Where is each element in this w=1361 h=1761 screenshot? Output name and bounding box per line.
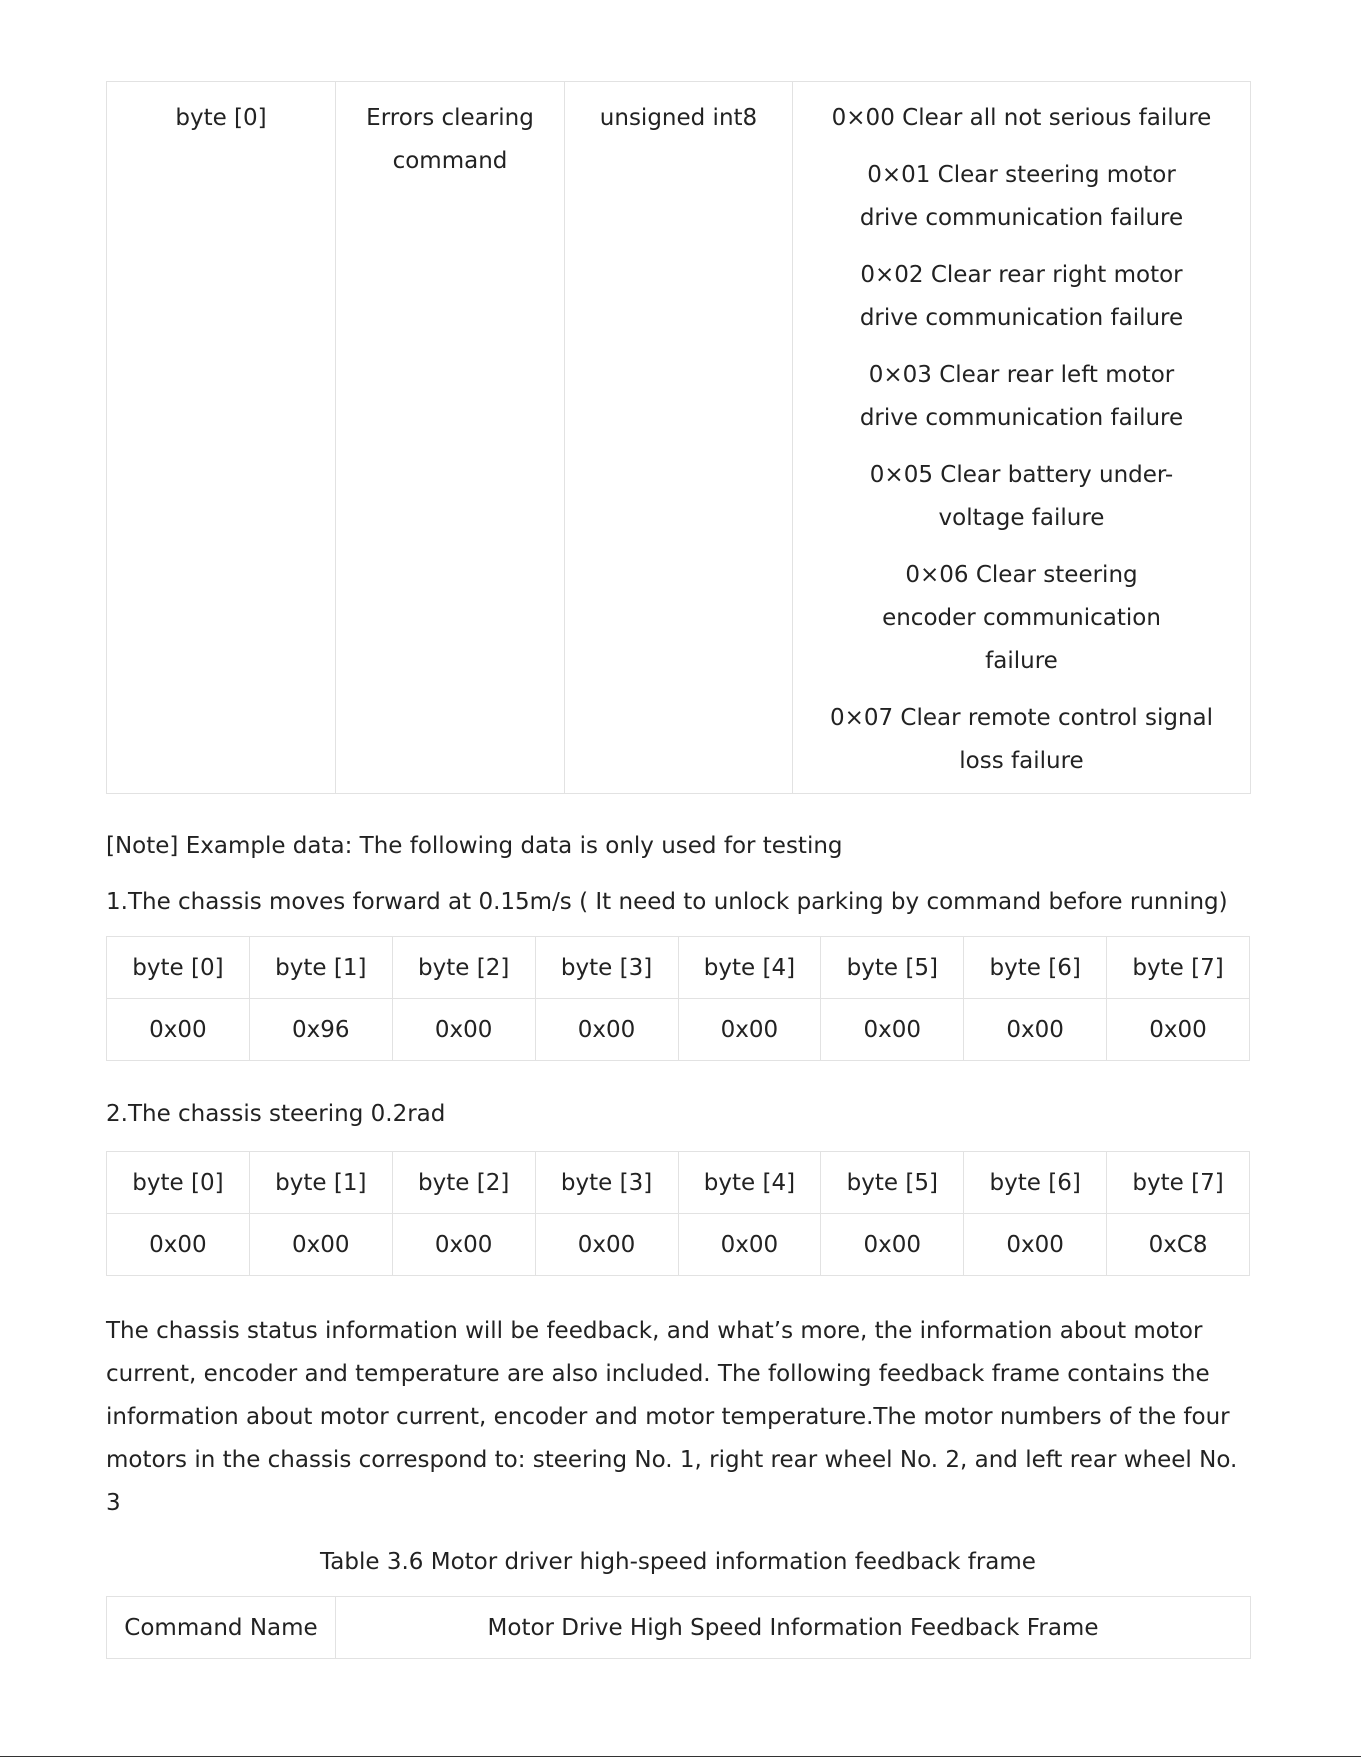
table-header-cell: byte [2] bbox=[392, 1152, 535, 1214]
table-header-cell: byte [4] bbox=[678, 937, 821, 999]
table-cell: 0x00 bbox=[107, 999, 250, 1061]
table-header-cell: byte [6] bbox=[964, 1152, 1107, 1214]
name-cell bbox=[336, 82, 565, 794]
command-table bbox=[106, 1596, 1251, 1659]
value-item: 0×01 Clear steering motor drive communication failure bbox=[859, 162, 1184, 231]
example2-table bbox=[106, 1151, 1250, 1276]
byte-cell: byte [0] bbox=[107, 82, 336, 794]
table-cell: 0x00 bbox=[964, 999, 1107, 1061]
table-cell: 0x00 bbox=[678, 1214, 821, 1276]
table-cell: 0x00 bbox=[821, 999, 964, 1061]
table-row bbox=[107, 937, 1250, 999]
table-row bbox=[107, 1152, 1250, 1214]
type-cell: unsigned int8 bbox=[565, 82, 793, 794]
table-cell: 0x00 bbox=[535, 999, 678, 1061]
table-header-cell: byte [0] bbox=[107, 1152, 250, 1214]
feedback-paragraph: The chassis status information will be feedback, and what’s more, the information about motor current, encoder and temperature are also included. The following feedback frame contains the information about motor current, encoder and motor temperature.The motor numbers of the four motors in the chassis correspond to: steering No. 1, right rear wheel No. 2, and left rear wheel No. 3 bbox=[106, 1318, 1238, 1516]
value-item: 0×06 Clear steering encoder communication failure bbox=[882, 562, 1161, 674]
table-cell: 0x00 bbox=[1107, 999, 1250, 1061]
table-row bbox=[107, 1597, 1251, 1659]
table-header-cell: byte [5] bbox=[821, 937, 964, 999]
table-row bbox=[107, 1214, 1250, 1276]
table-cell: 0x96 bbox=[249, 999, 392, 1061]
command-name: Errors clearing command bbox=[366, 105, 534, 174]
command-label-cell: Command Name bbox=[107, 1597, 336, 1659]
table-header-cell: byte [2] bbox=[392, 937, 535, 999]
value-item: 0×00 Clear all not serious failure bbox=[831, 105, 1212, 131]
table-header-cell: byte [7] bbox=[1107, 937, 1250, 999]
error-clear-table bbox=[106, 81, 1251, 794]
table-caption: Table 3.6 Motor driver high-speed information feedback frame bbox=[320, 1549, 1036, 1575]
page-bottom-rule bbox=[0, 1756, 1361, 1757]
values-cell bbox=[793, 82, 1251, 794]
example1-title: 1.The chassis moves forward at 0.15m/s ( It need to unlock parking by command before running) bbox=[106, 889, 1228, 915]
note-text: [Note] Example data: The following data is only used for testing bbox=[106, 833, 843, 859]
example1-table bbox=[106, 936, 1250, 1061]
table-header-cell: byte [6] bbox=[964, 937, 1107, 999]
table-cell: 0x00 bbox=[392, 999, 535, 1061]
document-page bbox=[106, 81, 1250, 1659]
table-header-cell: byte [0] bbox=[107, 937, 250, 999]
table-cell: 0x00 bbox=[821, 1214, 964, 1276]
table-cell: 0x00 bbox=[678, 999, 821, 1061]
command-value-cell: Motor Drive High Speed Information Feedback Frame bbox=[336, 1597, 1251, 1659]
table-cell: 0x00 bbox=[392, 1214, 535, 1276]
table-cell: 0x00 bbox=[964, 1214, 1107, 1276]
table-row bbox=[107, 82, 1251, 794]
table-cell: 0xC8 bbox=[1107, 1214, 1250, 1276]
table-header-cell: byte [3] bbox=[535, 937, 678, 999]
table-cell: 0x00 bbox=[535, 1214, 678, 1276]
value-item: 0×03 Clear rear left motor drive communication failure bbox=[859, 362, 1184, 431]
table-header-cell: byte [5] bbox=[821, 1152, 964, 1214]
value-item: 0×07 Clear remote control signal loss failure bbox=[829, 705, 1214, 774]
table-header-cell: byte [7] bbox=[1107, 1152, 1250, 1214]
value-item: 0×05 Clear battery under-voltage failure bbox=[869, 462, 1174, 531]
table-row bbox=[107, 999, 1250, 1061]
table-header-cell: byte [1] bbox=[249, 1152, 392, 1214]
table-header-cell: byte [3] bbox=[535, 1152, 678, 1214]
table-header-cell: byte [4] bbox=[678, 1152, 821, 1214]
example2-title: 2.The chassis steering 0.2rad bbox=[106, 1101, 446, 1127]
table-cell: 0x00 bbox=[107, 1214, 250, 1276]
value-item: 0×02 Clear rear right motor drive communication failure bbox=[859, 262, 1184, 331]
table-header-cell: byte [1] bbox=[249, 937, 392, 999]
table-cell: 0x00 bbox=[249, 1214, 392, 1276]
